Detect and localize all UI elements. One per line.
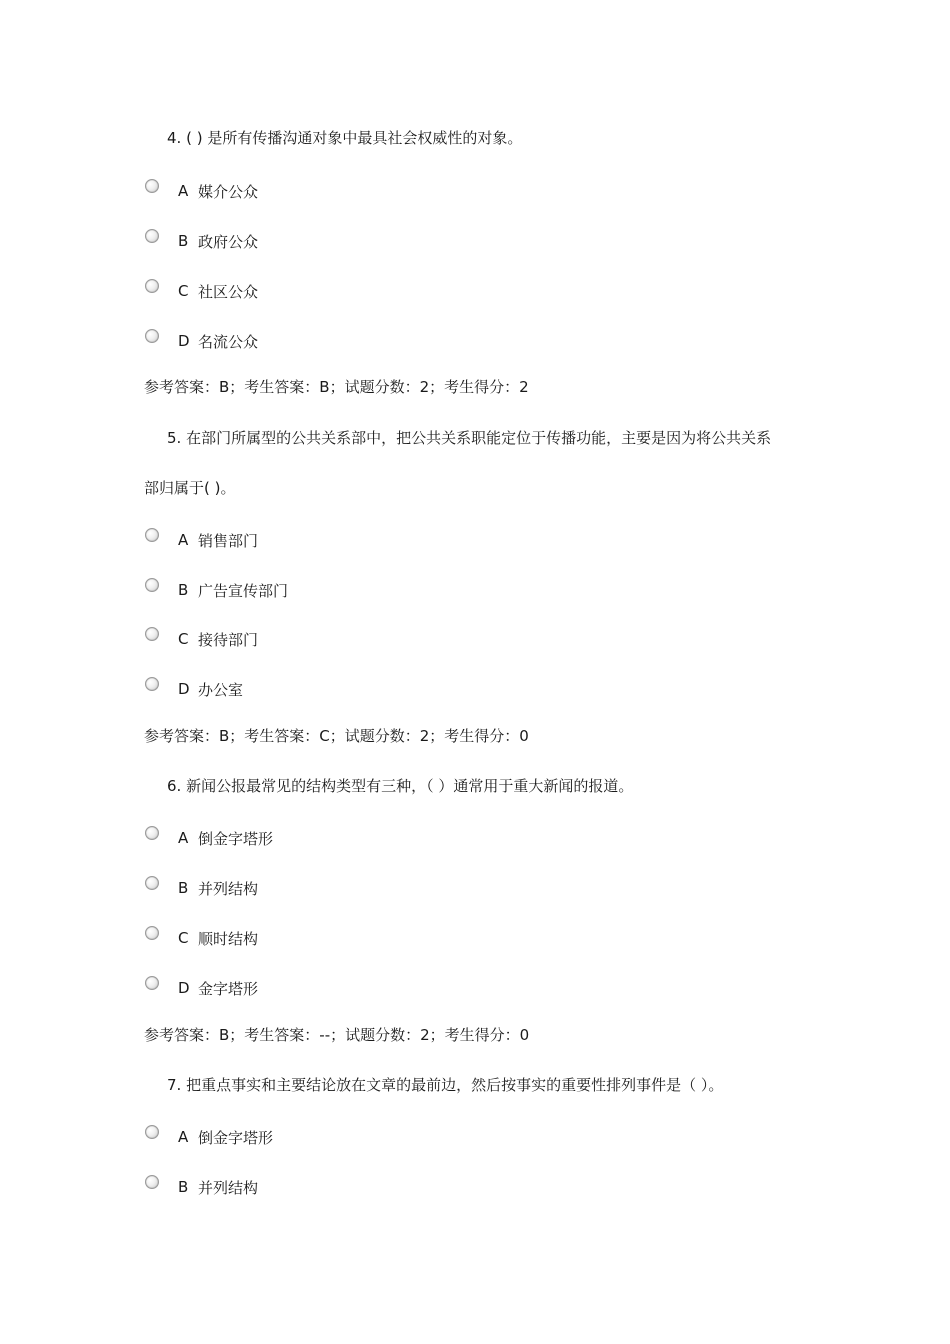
question-7-title: 7. 把重点事实和主要结论放在文章的最前边，然后按事实的重要性排列事件是（ ）。 [167,1076,724,1094]
option-text: 广告宣传部门 [198,581,289,600]
option-text: 金字塔形 [198,979,259,998]
option-text: 媒介公众 [198,182,259,201]
question-6-option-b[interactable] [145,877,258,899]
question-5-option-a[interactable] [145,529,258,551]
option-letter: B [178,1178,189,1196]
question-5-option-b[interactable] [145,579,288,601]
option-text: 接待部门 [198,630,259,649]
option-letter: C [178,929,189,947]
question-4-title: 4. ( ) 是所有传播沟通对象中最具社会权威性的对象。 [167,129,523,147]
option-text: 社区公众 [198,282,259,301]
radio-icon[interactable] [145,926,159,940]
question-5-title-line2: 部归属于( )。 [144,479,236,497]
radio-icon[interactable] [145,329,159,343]
question-6-option-c[interactable] [145,927,258,949]
option-letter: D [178,680,190,698]
option-text: 名流公众 [198,332,259,351]
question-4-option-a[interactable] [145,180,258,202]
radio-icon[interactable] [145,677,159,691]
question-5-option-c[interactable] [145,628,258,650]
question-4-option-d[interactable] [145,330,258,352]
radio-icon[interactable] [145,229,159,243]
option-letter: B [178,879,189,897]
question-4-answer: 参考答案：B；考生答案：B；试题分数：2；考生得分：2 [144,378,529,396]
option-letter: C [178,282,189,300]
option-letter: B [178,581,189,599]
option-text: 销售部门 [198,531,259,550]
question-4-option-b[interactable] [145,230,258,252]
option-letter: A [178,531,189,549]
question-5-answer: 参考答案：B；考生答案：C；试题分数：2；考生得分：0 [144,727,529,745]
option-text: 顺时结构 [198,929,259,948]
option-text: 倒金字塔形 [198,829,274,848]
radio-icon[interactable] [145,279,159,293]
radio-icon[interactable] [145,578,159,592]
radio-icon[interactable] [145,179,159,193]
option-letter: A [178,829,189,847]
radio-icon[interactable] [145,1175,159,1189]
question-6-answer: 参考答案：B；考生答案：--；试题分数：2；考生得分：0 [144,1026,530,1044]
radio-icon[interactable] [145,528,159,542]
option-text: 倒金字塔形 [198,1128,274,1147]
radio-icon[interactable] [145,826,159,840]
question-6-option-d[interactable] [145,977,258,999]
option-letter: D [178,979,190,997]
option-text: 政府公众 [198,232,259,251]
option-text: 并列结构 [198,1178,259,1197]
radio-icon[interactable] [145,1125,159,1139]
option-text: 并列结构 [198,879,259,898]
question-6-title: 6. 新闻公报最常见的结构类型有三种，（ ）通常用于重大新闻的报道。 [167,777,634,795]
option-letter: A [178,1128,189,1146]
radio-icon[interactable] [145,627,159,641]
option-letter: C [178,630,189,648]
radio-icon[interactable] [145,976,159,990]
question-6-option-a[interactable] [145,827,273,849]
question-5-title-line1: 5. 在部门所属型的公共关系部中，把公共关系职能定位于传播功能，主要是因为将公共关系 [167,429,772,447]
question-7-option-a[interactable] [145,1126,273,1148]
option-letter: D [178,332,190,350]
question-5-option-d[interactable] [145,678,243,700]
question-4-option-c[interactable] [145,280,258,302]
question-7-option-b[interactable] [145,1176,258,1198]
option-letter: A [178,182,189,200]
option-text: 办公室 [198,680,244,699]
radio-icon[interactable] [145,876,159,890]
option-letter: B [178,232,189,250]
